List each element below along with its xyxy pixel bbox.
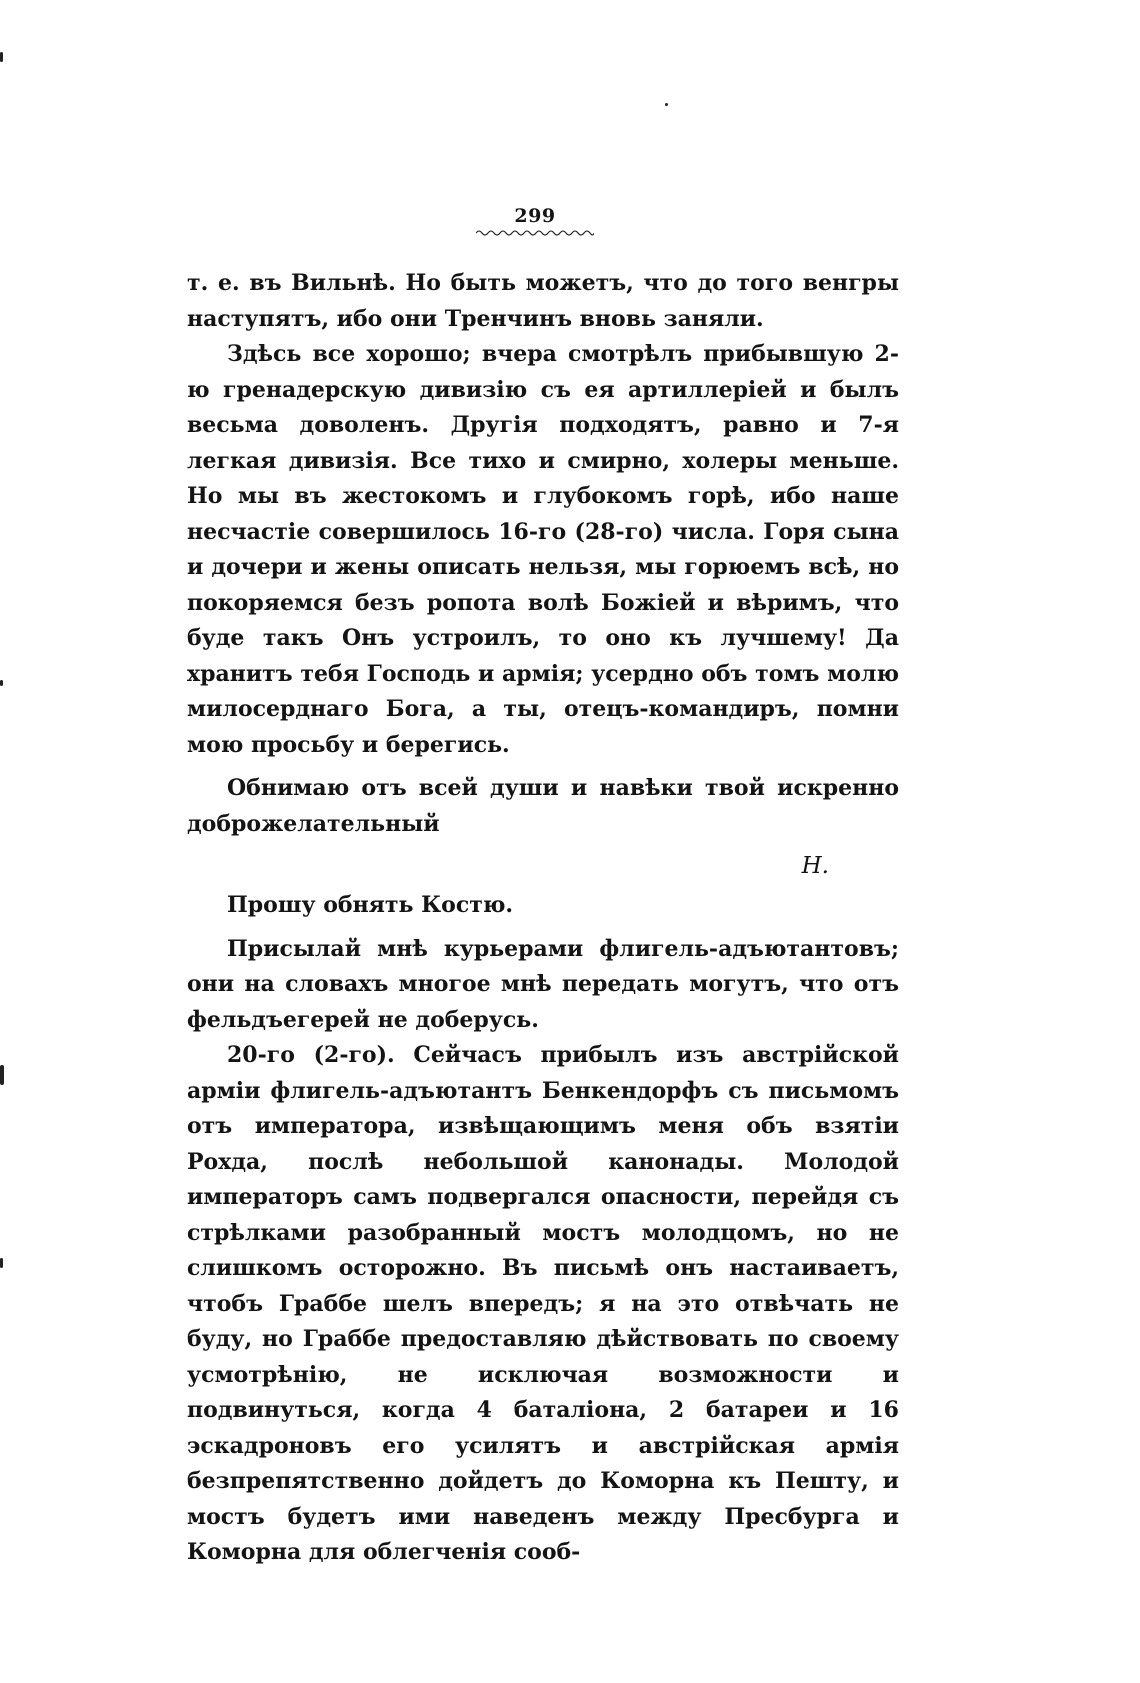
- main-text: [187, 266, 899, 1571]
- scan-mark: [0, 680, 3, 686]
- scan-mark: [0, 1065, 4, 1085]
- paragraph-closing: Обнимаю отъ всей души и навѣки твой искренно доброжелательный: [187, 775, 899, 837]
- paragraph-postscript: Прошу обнять Костю.: [227, 892, 514, 918]
- wavy-rule: [476, 229, 594, 237]
- paragraph: Присылай мнѣ курьерами флигель-адъютантовъ; они на словахъ многое мнѣ передать могутъ, что отъ фельдъегерей не доберусь.: [187, 935, 899, 1033]
- signature: Н.: [801, 853, 829, 879]
- scan-mark: [665, 103, 668, 106]
- paragraph-continuation: т. е. въ Вильнѣ. Но быть можетъ, что до того венгры наступятъ, ибо они Тренчинъ вновь заняли.: [187, 270, 899, 332]
- page-header: [470, 205, 600, 237]
- paragraph: Здѣсь все хорошо; вчера смотрѣлъ прибывшую 2-ю гренадерскую дивизію съ ея артиллеріей и былъ весьма доволенъ. Другія подходятъ, равно и 7-я легкая дивизія. Все тихо и смирно, холеры меньше. Но мы въ жестокомъ и глубокомъ горѣ, ибо наше несчастіе совершилось 16-го (28-го) числа. Горя сына и дочери и жены описать нельзя, мы горюемъ всѣ, но покоряемся безъ ропота волѣ Божіей и вѣримъ, что буде такъ Онъ устроилъ, то оно къ лучшему! Да хранитъ тебя Господь и армія; усердно объ томъ молю милосерднаго Бога, а ты, отецъ-командиръ, помни мою просьбу и берегись.: [187, 341, 899, 758]
- page-number: 299: [514, 205, 556, 227]
- scan-mark: [0, 1258, 3, 1268]
- paragraph: 20-го (2-го). Сейчасъ прибылъ изъ австрійской арміи флигель-адъютантъ Бенкендорфъ съ письмомъ отъ императора, извѣщающимъ меня объ взятіи Рохда, послѣ небольшой канонады. Молодой императоръ самъ подвергался опасности, перейдя съ стрѣлками разобранный мостъ молодцомъ, но не слишкомъ осторожно. Въ письмѣ онъ настаиваетъ, чтобъ Граббе шелъ впередъ; я на это отвѣчать не буду, но Граббе предоставляю дѣйствовать по своему усмотрѣнію, не исключая возможности и подвинуться, когда 4 баталіона, 2 батареи и 16 эскадроновъ его усилятъ и австрійская армія безпрепятственно дойдетъ до Коморна къ Пешту, и мостъ будетъ ими наведенъ между Пресбурга и Коморна для облегченія сооб-: [187, 1042, 899, 1565]
- scan-mark: [0, 52, 3, 62]
